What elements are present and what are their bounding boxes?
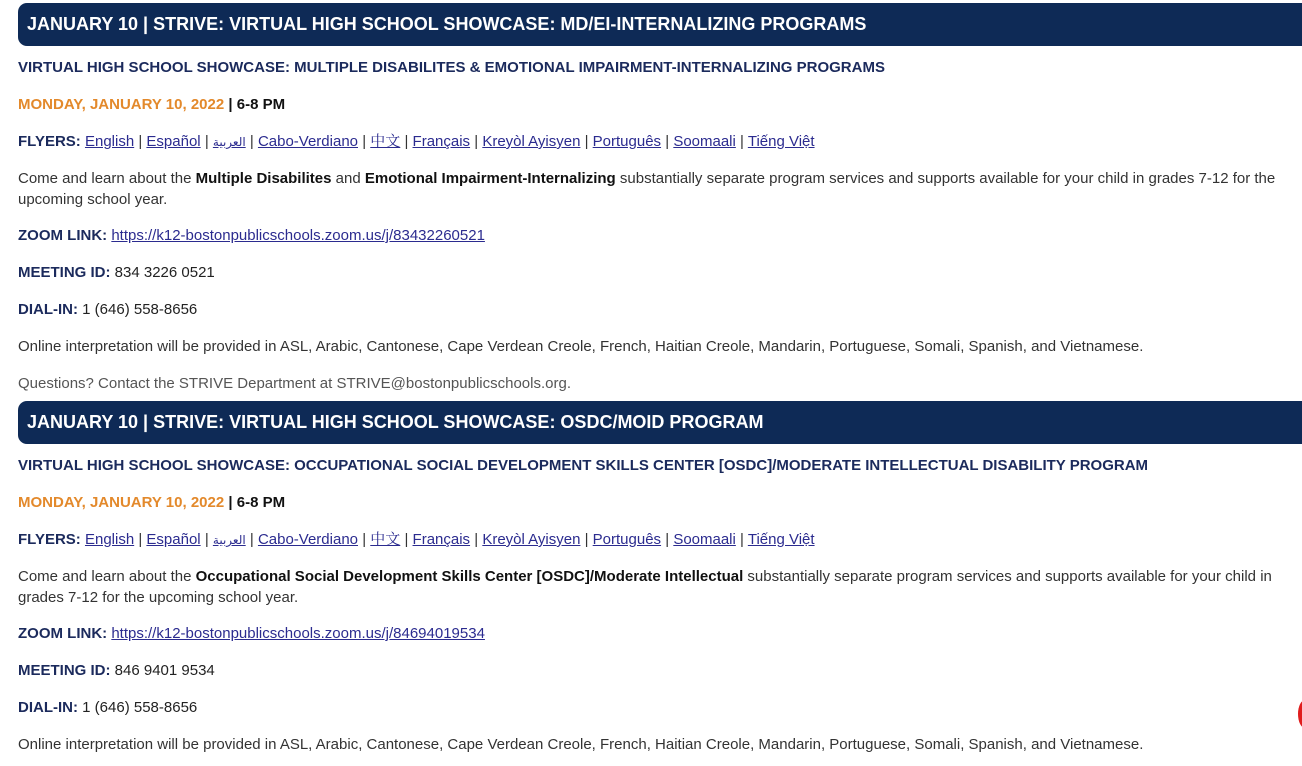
dial-in-row [18,299,1302,321]
flyer-link-portugues[interactable]: Português [592,531,662,548]
zoom-label: ZOOM LINK: [18,227,108,244]
flyer-link-cabo-verdiano[interactable]: Cabo-Verdiano [257,531,359,548]
event-header[interactable]: JANUARY 10 | STRIVE: VIRTUAL HIGH SCHOOL SHOWCASE: MD/EI-INTERNALIZING PROGRAMS [18,3,1302,46]
flyer-link-soomaali[interactable]: Soomaali [673,133,736,150]
flyer-link-arabic[interactable]: العربية [212,533,246,547]
event-description: Come and learn about the Multiple Disabilites and Emotional Impairment-Internalizing substantially separate program services and supports available for your child in grades 7-12 for the upcoming school year. [18,170,1276,208]
zoom-row [18,623,1302,645]
meeting-row [18,660,1302,682]
flyers-row: FLYERS: English | Español | العربية | Cabo-Verdiano | 中文 | Français | Kreyòl Ayisyen | Português | Soomaali | Tiếng Việt [18,133,815,150]
flyers-row: FLYERS: English | Español | العربية | Cabo-Verdiano | 中文 | Français | Kreyòl Ayisyen | Português | Soomaali | Tiếng Việt [18,531,815,548]
program-name: Occupational Social Development Skills Center [OSDC]/Moderate Intellectual [195,568,744,585]
meeting-row [18,262,1302,284]
event-date: MONDAY, JANUARY 10, 2022 [18,494,225,511]
dial-in-number: 1 (646) 558-8656 [82,699,198,716]
event-time: | 6-8 PM [224,96,286,113]
event-date: MONDAY, JANUARY 10, 2022 [18,96,225,113]
questions-note: Questions? Contact the STRIVE Department at STRIVE@bostonpublicschools.org. [18,375,571,392]
event-subtitle: VIRTUAL HIGH SCHOOL SHOWCASE: MULTIPLE DISABILITES & EMOTIONAL IMPAIRMENT-INTERNALIZING PROGRAMS [18,59,885,76]
program-name: Emotional Impairment-Internalizing [364,170,616,187]
event-time: | 6-8 PM [224,494,286,511]
meeting-id: 834 3226 0521 [114,264,215,281]
zoom-label: ZOOM LINK: [18,625,108,642]
flyer-link-vietnamese[interactable]: Tiếng Việt [747,531,815,548]
date-row [18,492,1302,514]
event-description: Come and learn about the Occupational Social Development Skills Center [OSDC]/Moderate Intellectual substantially separate program services and supports available for your child in grades 7-12 for the upcoming school year. [18,568,1272,606]
flyer-link-english[interactable]: English [84,133,135,150]
zoom-link[interactable]: https://k12-bostonpublicschools.zoom.us/j/84694019534 [111,625,485,642]
interpretation-note: Online interpretation will be provided in ASL, Arabic, Cantonese, Cape Verdean Creole, French, Haitian Creole, Mandarin, Portuguese, Somali, Spanish, and Vietnamese. [18,736,1144,753]
flyer-link-chinese[interactable]: 中文 [370,133,401,150]
flyer-link-english[interactable]: English [84,531,135,548]
event-subtitle: VIRTUAL HIGH SCHOOL SHOWCASE: OCCUPATIONAL SOCIAL DEVELOPMENT SKILLS CENTER [OSDC]/MODERATE INTELLECTUAL DISABILITY PROGRAM [18,457,1149,474]
flyer-link-espanol[interactable]: Español [146,531,201,548]
flyer-link-cabo-verdiano[interactable]: Cabo-Verdiano [257,133,359,150]
flyer-link-francais[interactable]: Français [412,531,471,548]
flyer-link-francais[interactable]: Français [412,133,471,150]
event-osdc-moid [18,401,1302,756]
flyer-link-kreyol[interactable]: Kreyòl Ayisyen [482,531,581,548]
interpretation-note: Online interpretation will be provided in ASL, Arabic, Cantonese, Cape Verdean Creole, French, Haitian Creole, Mandarin, Portuguese, Somali, Spanish, and Vietnamese. [18,338,1144,355]
dial-in-row [18,697,1302,719]
event-header[interactable]: JANUARY 10 | STRIVE: VIRTUAL HIGH SCHOOL SHOWCASE: OSDC/MOID PROGRAM [18,401,1302,444]
flyer-link-arabic[interactable]: العربية [212,135,246,149]
meeting-id-label: MEETING ID: [18,662,111,679]
flyer-link-portugues[interactable]: Português [592,133,662,150]
flyer-link-vietnamese[interactable]: Tiếng Việt [747,133,815,150]
dial-in-number: 1 (646) 558-8656 [82,301,198,318]
flyer-link-kreyol[interactable]: Kreyòl Ayisyen [482,133,581,150]
dial-in-label: DIAL-IN: [18,301,78,318]
flyer-link-soomaali[interactable]: Soomaali [673,531,736,548]
flyer-link-espanol[interactable]: Español [146,133,201,150]
flyer-link-chinese[interactable]: 中文 [370,531,401,548]
date-row [18,94,1302,116]
flyers-label: FLYERS: [18,133,81,150]
zoom-row [18,225,1302,247]
meeting-id: 846 9401 9534 [114,662,215,679]
zoom-link[interactable]: https://k12-bostonpublicschools.zoom.us/j/83432260521 [111,227,485,244]
flyers-label: FLYERS: [18,531,81,548]
meeting-id-label: MEETING ID: [18,264,111,281]
program-name: Multiple Disabilites [195,170,332,187]
dial-in-label: DIAL-IN: [18,699,78,716]
event-md-ei [18,3,1302,395]
